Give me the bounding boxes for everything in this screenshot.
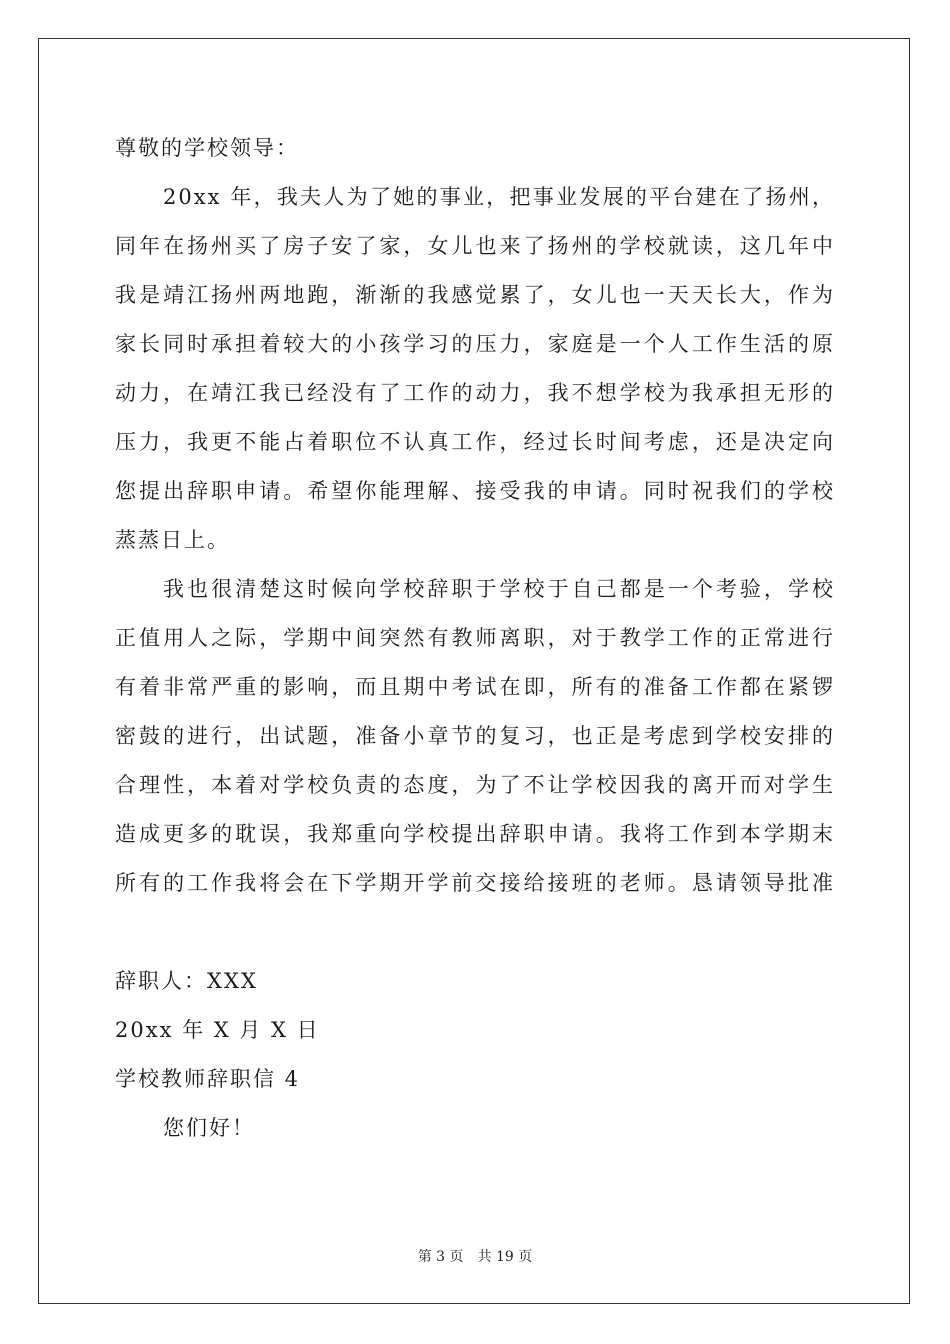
paragraph-line: 密鼓的进行，出试题，准备小章节的复习，也正是考虑到学校安排的: [115, 724, 835, 748]
salutation: 尊敬的学校领导：: [115, 136, 299, 160]
page-number: 第 3 页: [417, 1249, 464, 1265]
date: 20xx 年 X 月 X 日: [115, 1018, 320, 1042]
paragraph-line: 蒸蒸日上。: [115, 528, 230, 552]
page-footer: [0, 1246, 950, 1266]
greeting: 您们好！: [163, 1116, 255, 1140]
paragraph-line: 同年在扬州买了房子安了家，女儿也来了扬州的学校就读，这几年中: [115, 234, 835, 258]
paragraph-1: [115, 173, 835, 565]
section-title: 学校教师辞职信 4: [115, 1067, 301, 1091]
paragraph-line: 合理性，本着对学校负责的态度，为了不让学校因我的离开而对学生: [115, 773, 835, 797]
paragraph-line: 正值用人之际，学期中间突然有教师离职，对于教学工作的正常进行: [115, 626, 835, 650]
paragraph-line: 有着非常严重的影响，而且期中考试在即，所有的准备工作都在紧锣: [115, 675, 835, 699]
paragraph-line: 我也很清楚这时候向学校辞职于学校于自己都是一个考验，学校: [163, 577, 835, 601]
paragraph-line: 我是靖江扬州两地跑，渐渐的我感觉累了，女儿也一天天长大，作为: [115, 283, 835, 307]
paragraph-line: 造成更多的耽误，我郑重向学校提出辞职申请。我将工作到本学期末: [115, 822, 835, 846]
signature: 辞职人：XXX: [115, 969, 258, 993]
paragraph-line: 20xx 年，我夫人为了她的事业，把事业发展的平台建在了扬州，: [163, 185, 835, 209]
paragraph-line: 动力，在靖江我已经没有了工作的动力，我不想学校为我承担无形的: [115, 381, 835, 405]
paragraph-2: [115, 565, 835, 908]
paragraph-line: 所有的工作我将会在下学期开学前交接给接班的老师。恳请领导批准: [115, 871, 835, 895]
paragraph-line: 压力，我更不能占着职位不认真工作，经过长时间考虑，还是决定向: [115, 430, 835, 454]
document-body: [115, 124, 835, 1153]
paragraph-line: 您提出辞职申请。希望你能理解、接受我的申请。同时祝我们的学校: [115, 479, 835, 503]
paragraph-line: 家长同时承担着较大的小孩学习的压力，家庭是一个人工作生活的原: [115, 332, 835, 356]
page-total: 共 19 页: [477, 1249, 533, 1265]
blank-line: [115, 908, 835, 957]
